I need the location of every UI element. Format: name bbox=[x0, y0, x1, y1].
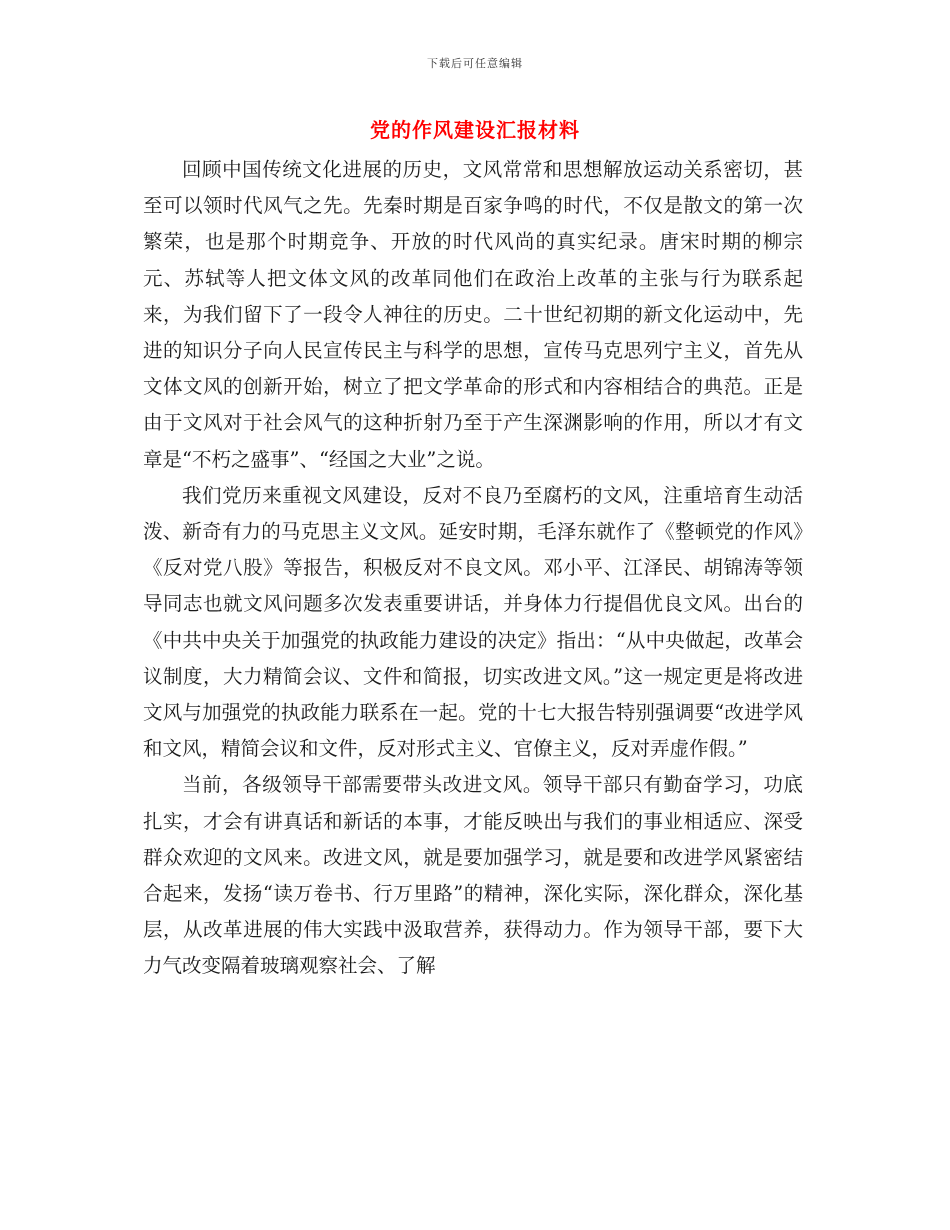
paragraph-1: 回顾中国传统文化进展的历史，文风常常和思想解放运动关系密切，甚至可以领时代风气之先。先秦时期是百家争鸣的时代，不仅是散文的第一次繁荣，也是那个时期竞争、开放的时代风尚的真实纪录。唐宋时期的柳宗元、苏轼等人把文体文风的改革同他们在政治上改革的主张与行为联系起来，为我们留下了一段令人神往的历史。二十世纪初期的新文化运动中，先进的知识分子向人民宣传民主与科学的思想，宣传马克思列宁主义，首先从文体文风的创新开始，树立了把文学革命的形式和内容相结合的典范。正是由于文风对于社会风气的这种折射乃至于产生深渊影响的作用，所以才有文章是“不朽之盛事”、“经国之大业”之说。 bbox=[143, 158, 803, 471]
paragraph-2: 我们党历来重视文风建设，反对不良乃至腐朽的文风，注重培育生动活泼、新奇有力的马克思主义文风。延安时期，毛泽东就作了《整顿党的作风》《反对党八股》等报告，积极反对不良文风。邓小平、江泽民、胡锦涛等领导同志也就文风问题多次发表重要讲话，并身体力行提倡优良文风。出台的《中共中央关于加强党的执政能力建设的决定》指出：“从中央做起，改革会议制度，大力精简会议、文件和简报，切实改进文风。”这一规定更是将改进文风与加强党的执政能力联系在一起。党的十七大报告特别强调要“改进学风和文风，精简会议和文件，反对形式主义、官僚主义，反对弄虚作假。” bbox=[143, 483, 803, 761]
document-title: 党的作风建设汇报材料 bbox=[370, 118, 580, 142]
document-body bbox=[143, 152, 803, 985]
paragraph-3: 当前，各级领导干部需要带头改进文风。领导干部只有勤奋学习，功底扎实，才会有讲真话和新话的本事，才能反映出与我们的事业相适应、深受群众欢迎的文风来。改进文风，就是要加强学习，就是要和改进学风紧密结合起来，发扬“读万卷书、行万里路”的精神，深化实际，深化群众，深化基层，从改革进展的伟大实践中汲取营养，获得动力。作为领导干部，要下大力气改变隔着玻璃观察社会、了解 bbox=[143, 773, 803, 978]
header-note: 下载后可任意编辑 bbox=[427, 57, 523, 70]
